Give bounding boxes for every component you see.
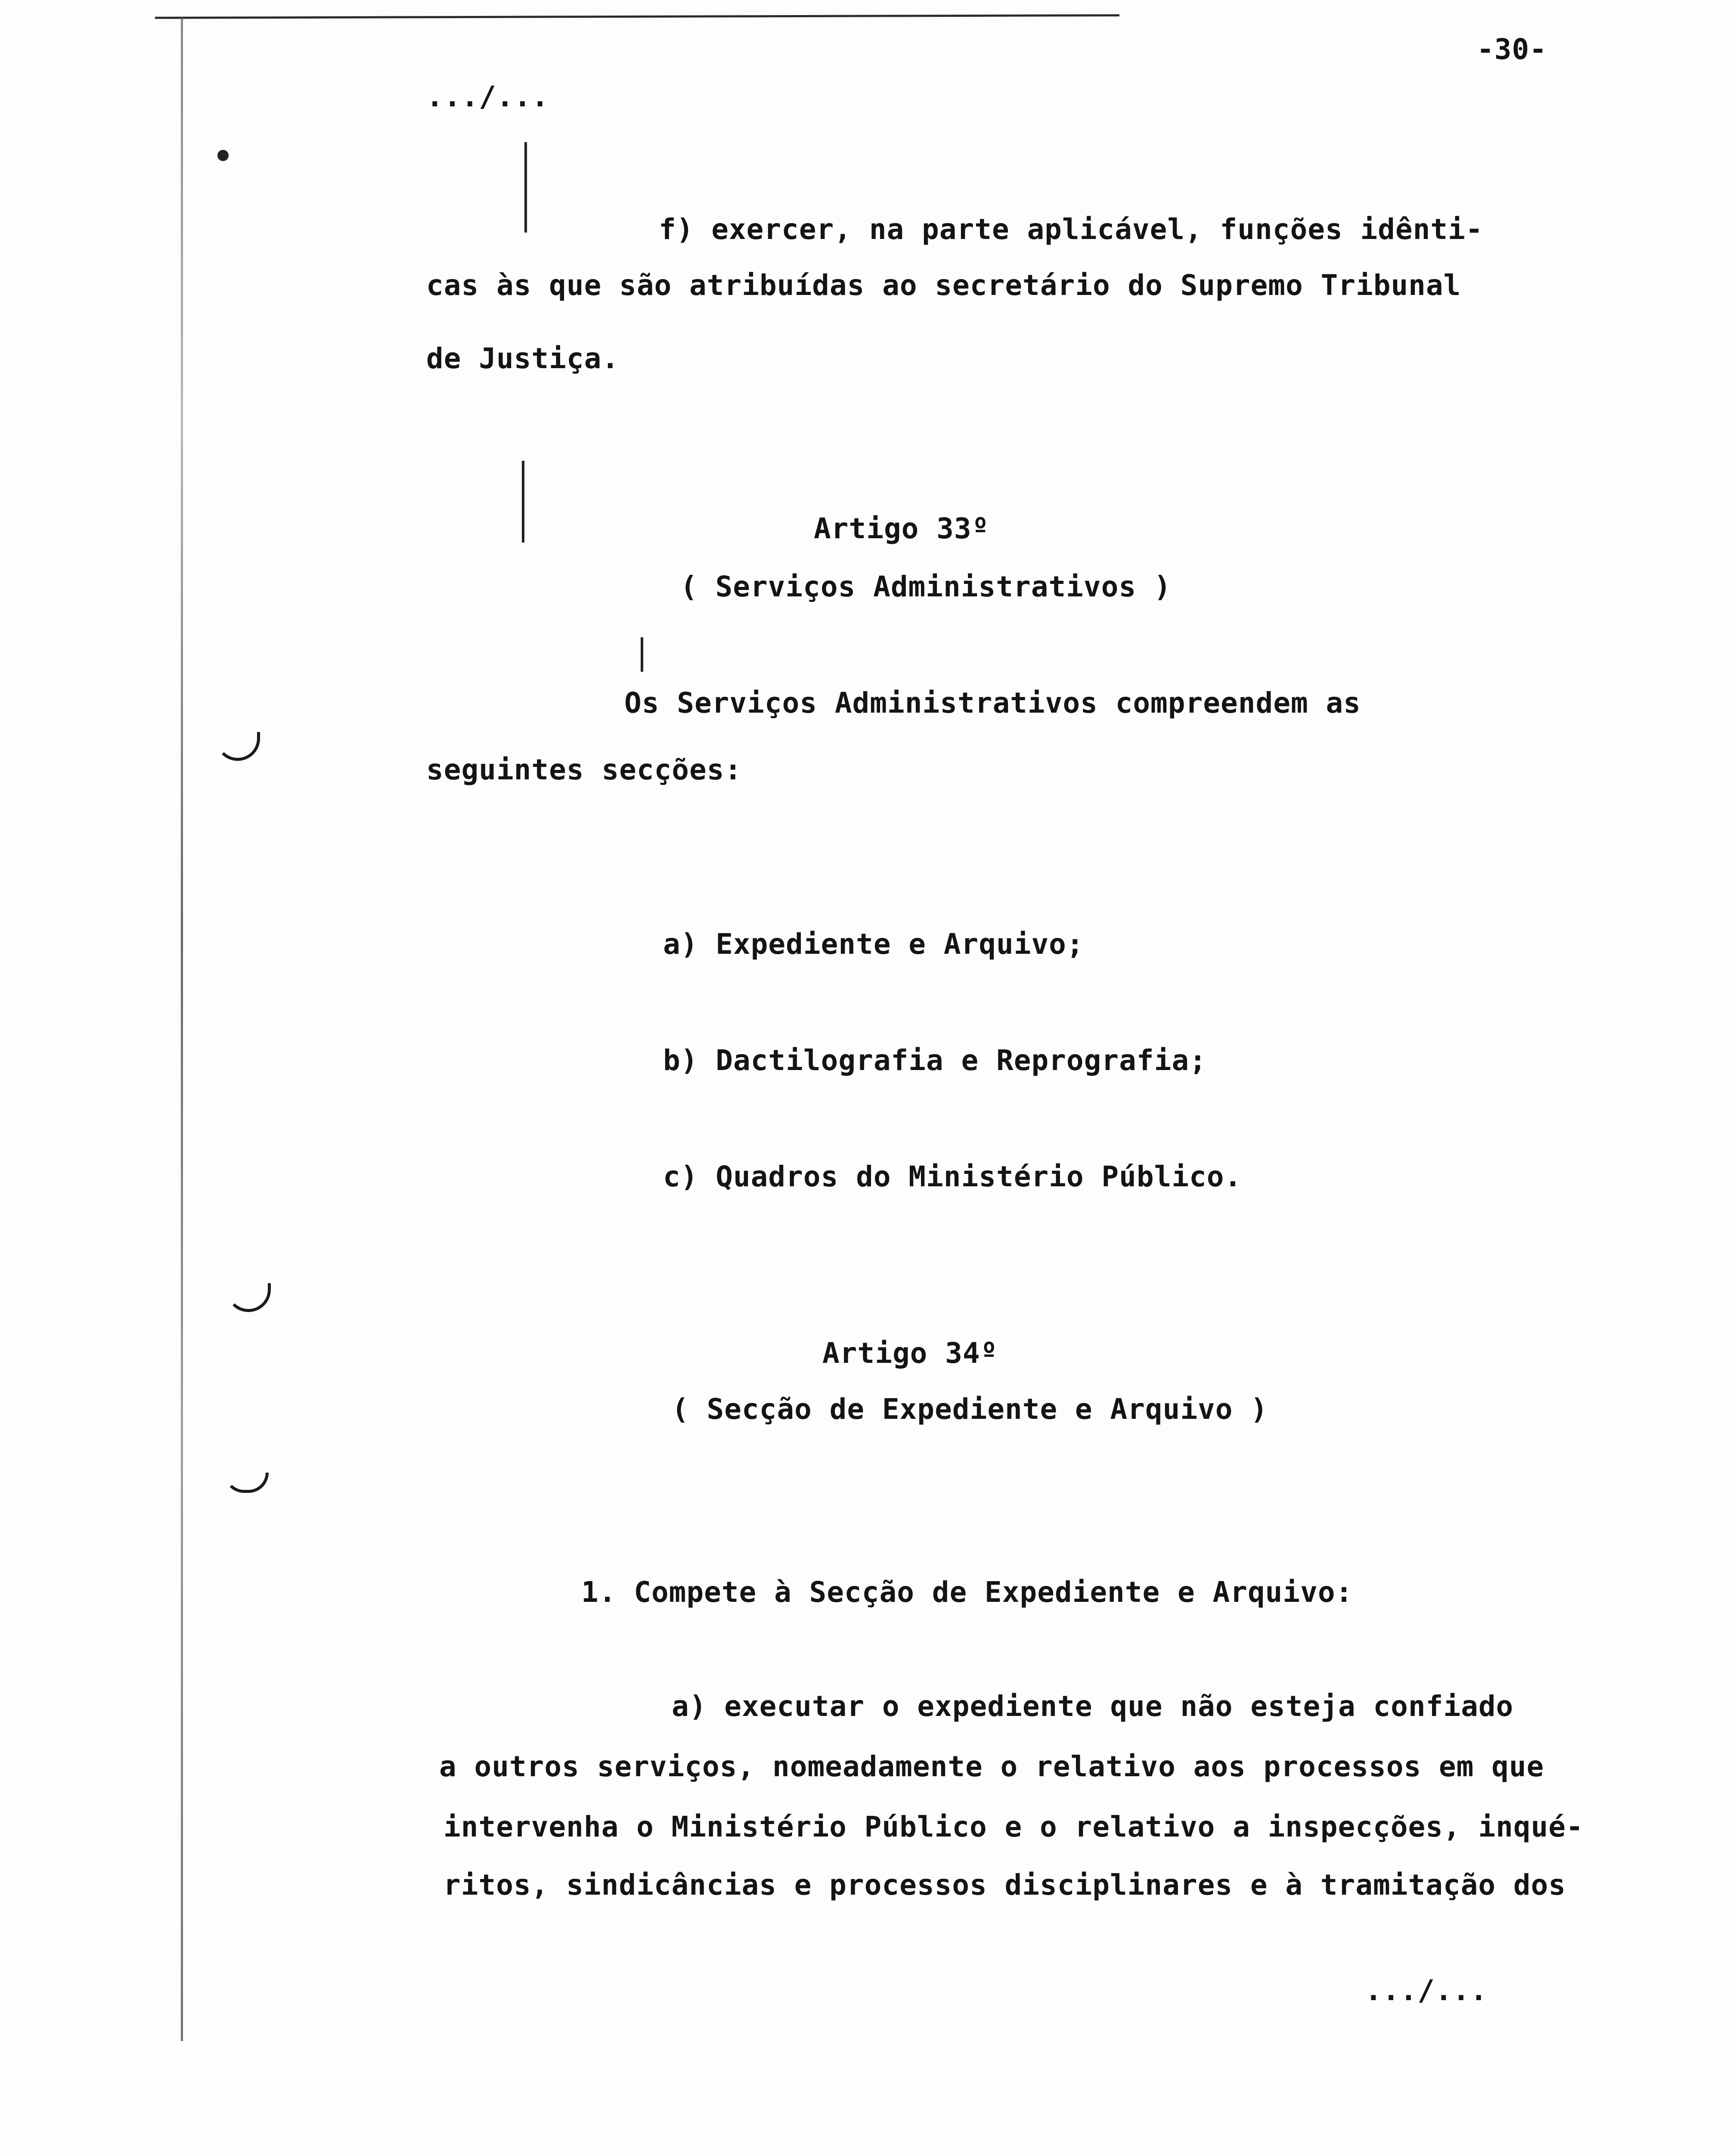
artigo-33-subtitle: ( Serviços Administrativos ) bbox=[680, 570, 1172, 603]
list-item-c: c) Quadros do Ministério Público. bbox=[663, 1160, 1242, 1193]
point-1a-line3: intervenha o Ministério Público e o relativo a inspecções, inqué- bbox=[443, 1810, 1584, 1843]
artigo-34-point-1: 1. Compete à Secção de Expediente e Arquivo: bbox=[581, 1576, 1353, 1609]
point-1a-line2: a outros serviços, nomeadamente o relativo aos processos em que bbox=[439, 1750, 1544, 1783]
artigo-34-subtitle: ( Secção de Expediente e Arquivo ) bbox=[672, 1393, 1268, 1426]
artigo-33-intro-line1: Os Serviços Administrativos compreendem as bbox=[624, 686, 1361, 720]
paragraph-f-line3: de Justiça. bbox=[426, 342, 620, 375]
scan-vertical-mark bbox=[522, 461, 524, 543]
paragraph-f-line2: cas às que são atribuídas ao secretário do Supremo Tribunal bbox=[426, 269, 1461, 302]
point-1a-line4: ritos, sindicâncias e processos disciplinares e à tramitação dos bbox=[443, 1868, 1566, 1902]
artigo-33-intro-line2: seguintes secções: bbox=[426, 753, 742, 786]
punch-dot bbox=[217, 150, 229, 161]
page-number: -30- bbox=[1477, 33, 1547, 66]
list-item-b: b) Dactilografia e Reprografia; bbox=[663, 1044, 1207, 1077]
artigo-34-heading: Artigo 34º bbox=[822, 1337, 998, 1370]
point-1a-line1: a) executar o expediente que não esteja confiado bbox=[672, 1690, 1514, 1723]
scan-top-rule bbox=[155, 14, 1119, 19]
scan-vertical-mark bbox=[524, 142, 527, 233]
scan-left-edge bbox=[181, 17, 183, 2041]
continuation-marker-top: .../... bbox=[426, 80, 549, 113]
continuation-marker-bottom: .../... bbox=[1365, 1974, 1488, 2007]
scan-arc-mark bbox=[215, 732, 260, 761]
scan-arc-mark bbox=[224, 1473, 269, 1493]
paragraph-f-line1: f) exercer, na parte aplicável, funções idênti- bbox=[659, 213, 1483, 246]
artigo-33-heading: Artigo 33º bbox=[814, 512, 989, 545]
scan-vertical-mark bbox=[641, 637, 643, 672]
scan-arc-mark bbox=[226, 1283, 271, 1312]
list-item-a: a) Expediente e Arquivo; bbox=[663, 928, 1084, 961]
